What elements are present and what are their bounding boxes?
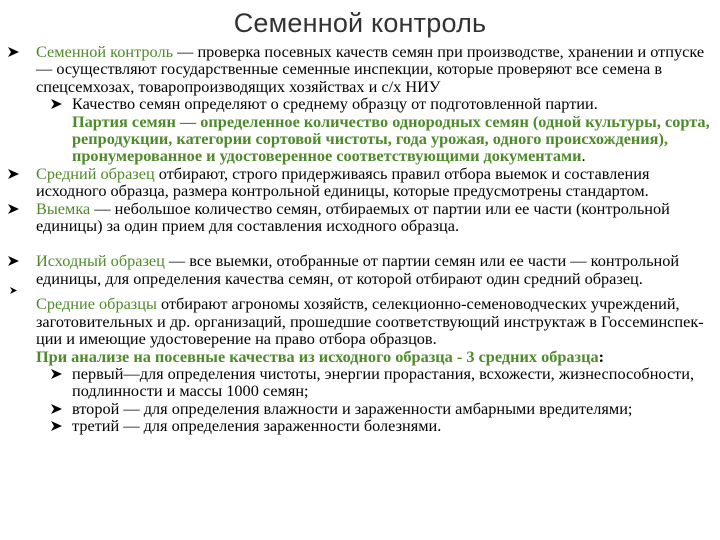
small-arrowhead-bullet-icon [10,281,17,288]
text-average-samples: отбирают агрономы хозяйств, селекционно-семеноводческих учреждений, заготовительных и др. организаций, прошедшие соответствующий инструктаж в Госсеминспек-ции и имеющие удостоверение на право отбора образцов. [36,294,704,349]
arrowhead-bullet-icon [50,368,63,380]
arrowhead-bullet-icon [50,403,63,415]
sub-item-second [6,400,718,417]
term-average-samples: Средние образцы [36,294,157,314]
arrowhead-bullet-icon [7,46,20,58]
term-withdrawal: Выемка [36,198,91,218]
sub-item-first [6,365,718,400]
text-analysis-bold: При анализе на посевные качества из исходного образца - 3 средних образца [36,346,599,366]
bullet-item-initial-sample [6,252,718,287]
bullet-item-seed-quality [6,95,718,165]
term-initial-sample: Исходный образец [36,251,165,271]
spacer [6,234,718,252]
sub-item-first-text: первый—для определения чистоты, энергии прорастания, всхожести, жизнеспособности, подлинности и массы 1000 семян; [72,363,695,401]
arrowhead-bullet-icon [50,420,63,432]
bullet-item-seed-control [6,43,718,95]
term-seed-batch: Партия семян — определенное количество однородных семян (одной культуры, сорта, репродукции, категории сортовой чистоты, года урожая, одного происхождения), пронумерованное и удостоверенное соответствующими документами [72,111,710,166]
text-seed-control: — проверка посевных качеств семян при производстве, хранении и отпуске — осуществляют государственные семенные инспекции, которые проверяют все семена в спецсемхозах, товаропроизводящих хозяйствах и с/х НИУ [36,42,705,96]
slide-title: Семенной контроль [233,8,487,38]
text-seed-quality: Качество семян определяют о среднему образцу от подготовленной партии. [72,94,598,114]
bullet-item-average-sample [6,165,718,200]
text-withdrawal: — небольшое количество семян, отбираемых от партии или ее части (контрольной единицы) за один прием для составления исходного образца. [36,198,670,236]
arrowhead-bullet-icon [50,98,63,110]
text-average-sample: отбирают, строго придерживаясь правил отбора выемок и составления исходного образца, размера контрольной единицы, которые предусмотрены стандартом. [36,163,650,201]
bullet-item-withdrawal [6,200,718,235]
text-seed-batch-end: . [581,146,586,166]
sub-item-second-text: второй — для определения влажности и зараженности амбарными вредителями; [72,398,633,418]
bullet-item-average-samples [6,295,718,365]
text-analysis-colon: : [598,346,605,366]
sub-item-third-text: третий — для определения зараженности болезнями. [72,416,442,436]
arrowhead-bullet-icon [7,168,20,180]
text-initial-sample: — все выемки, отобранные от партии семян или ее части — контрольной единицы, для определения качества семян, от которой отбирают один средний образец. [36,251,680,288]
term-seed-control: Семенной контроль [36,42,174,61]
slide-body [6,43,718,435]
sub-item-third [6,417,718,434]
arrowhead-bullet-icon [7,255,20,267]
arrowhead-bullet-icon [7,203,20,215]
term-average-sample: Средний образец [36,163,155,183]
